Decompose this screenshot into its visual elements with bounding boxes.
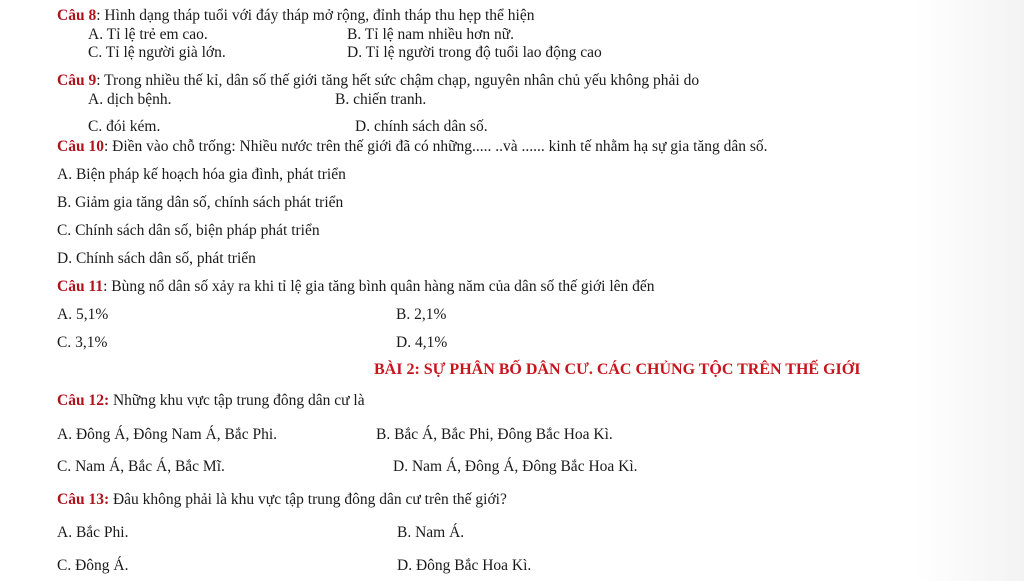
question-8-option-d: D. Tỉ lệ người trong độ tuổi lao động cao — [347, 44, 602, 61]
question-8-option-b: B. Tỉ lệ nam nhiều hơn nữ. — [347, 26, 514, 43]
question-12-option-b: B. Bắc Á, Bắc Phi, Đông Bắc Hoa Kì. — [376, 426, 613, 443]
question-8-stem — [57, 7, 534, 25]
question-10-text: : Điền vào chỗ trống: Nhiều nước trên thế giới đã có những..... ..và ...... kinh tế nhằm hạ sự gia tăng dân số. — [103, 138, 768, 155]
question-9-option-b: B. chiến tranh. — [335, 91, 427, 108]
question-11-text: : Bùng nổ dân số xảy ra khi tỉ lệ gia tăng bình quân hàng năm của dân số thế giới lên đến — [103, 278, 655, 295]
lesson-heading: BÀI 2: SỰ PHÂN BỐ DÂN CƯ. CÁC CHỦNG TỘC TRÊN THẾ GIỚI — [374, 361, 861, 378]
question-10-option-a: A. Biện pháp kế hoạch hóa gia đình, phát triển — [57, 166, 346, 183]
question-10-option-b: B. Giảm gia tăng dân số, chính sách phát triển — [57, 194, 344, 211]
question-10-option-c: C. Chính sách dân số, biện pháp phát triển — [57, 222, 320, 239]
question-11-stem — [57, 278, 655, 296]
question-9-stem — [57, 72, 699, 90]
question-10-option-d: D. Chính sách dân số, phát triển — [57, 250, 256, 267]
question-13-option-c: C. Đông Á. — [57, 557, 129, 574]
question-13-option-b: B. Nam Á. — [397, 524, 465, 541]
question-11-option-b: B. 2,1% — [396, 306, 447, 323]
question-12-option-a: A. Đông Á, Đông Nam Á, Bắc Phi. — [57, 426, 277, 443]
question-11-option-c: C. 3,1% — [57, 334, 108, 351]
question-11-option-a: A. 5,1% — [57, 306, 109, 323]
question-13-option-a: A. Bắc Phi. — [57, 524, 129, 541]
question-13-stem — [57, 491, 507, 509]
question-12-text: Những khu vực tập trung đông dân cư là — [109, 392, 365, 409]
question-12-option-d: D. Nam Á, Đông Á, Đông Bắc Hoa Kì. — [393, 458, 638, 475]
question-12-stem — [57, 392, 365, 410]
question-13-text: Đâu không phải là khu vực tập trung đông dân cư trên thế giới? — [109, 491, 507, 508]
question-12-label: Câu 12: — [57, 392, 110, 409]
question-11-option-d: D. 4,1% — [396, 334, 448, 351]
page-edge-shadow — [914, 0, 1024, 581]
question-13-option-d: D. Đông Bắc Hoa Kì. — [397, 557, 532, 574]
question-8-label: Câu 8 — [57, 7, 97, 24]
question-8-option-c: C. Tỉ lệ người già lớn. — [88, 44, 226, 61]
question-8-option-a: A. Tỉ lệ trẻ em cao. — [88, 26, 208, 43]
question-9-text: : Trong nhiều thế kỉ, dân số thế giới tăng hết sức chậm chạp, nguyên nhân chủ yếu không phải do — [96, 72, 700, 89]
question-10-label: Câu 10 — [57, 138, 104, 155]
question-8-text: : Hình dạng tháp tuổi với đáy tháp mở rộng, đỉnh tháp thu hẹp thể hiện — [96, 7, 535, 24]
question-11-label: Câu 11 — [57, 278, 104, 295]
question-9-option-c: C. đói kém. — [88, 118, 161, 135]
question-9-option-d: D. chính sách dân số. — [355, 118, 488, 135]
question-13-label: Câu 13: — [57, 491, 110, 508]
question-9-label: Câu 9 — [57, 72, 97, 89]
question-10-stem — [57, 138, 768, 156]
question-9-option-a: A. dịch bệnh. — [88, 91, 172, 108]
question-12-option-c: C. Nam Á, Bắc Á, Bắc Mĩ. — [57, 458, 225, 475]
